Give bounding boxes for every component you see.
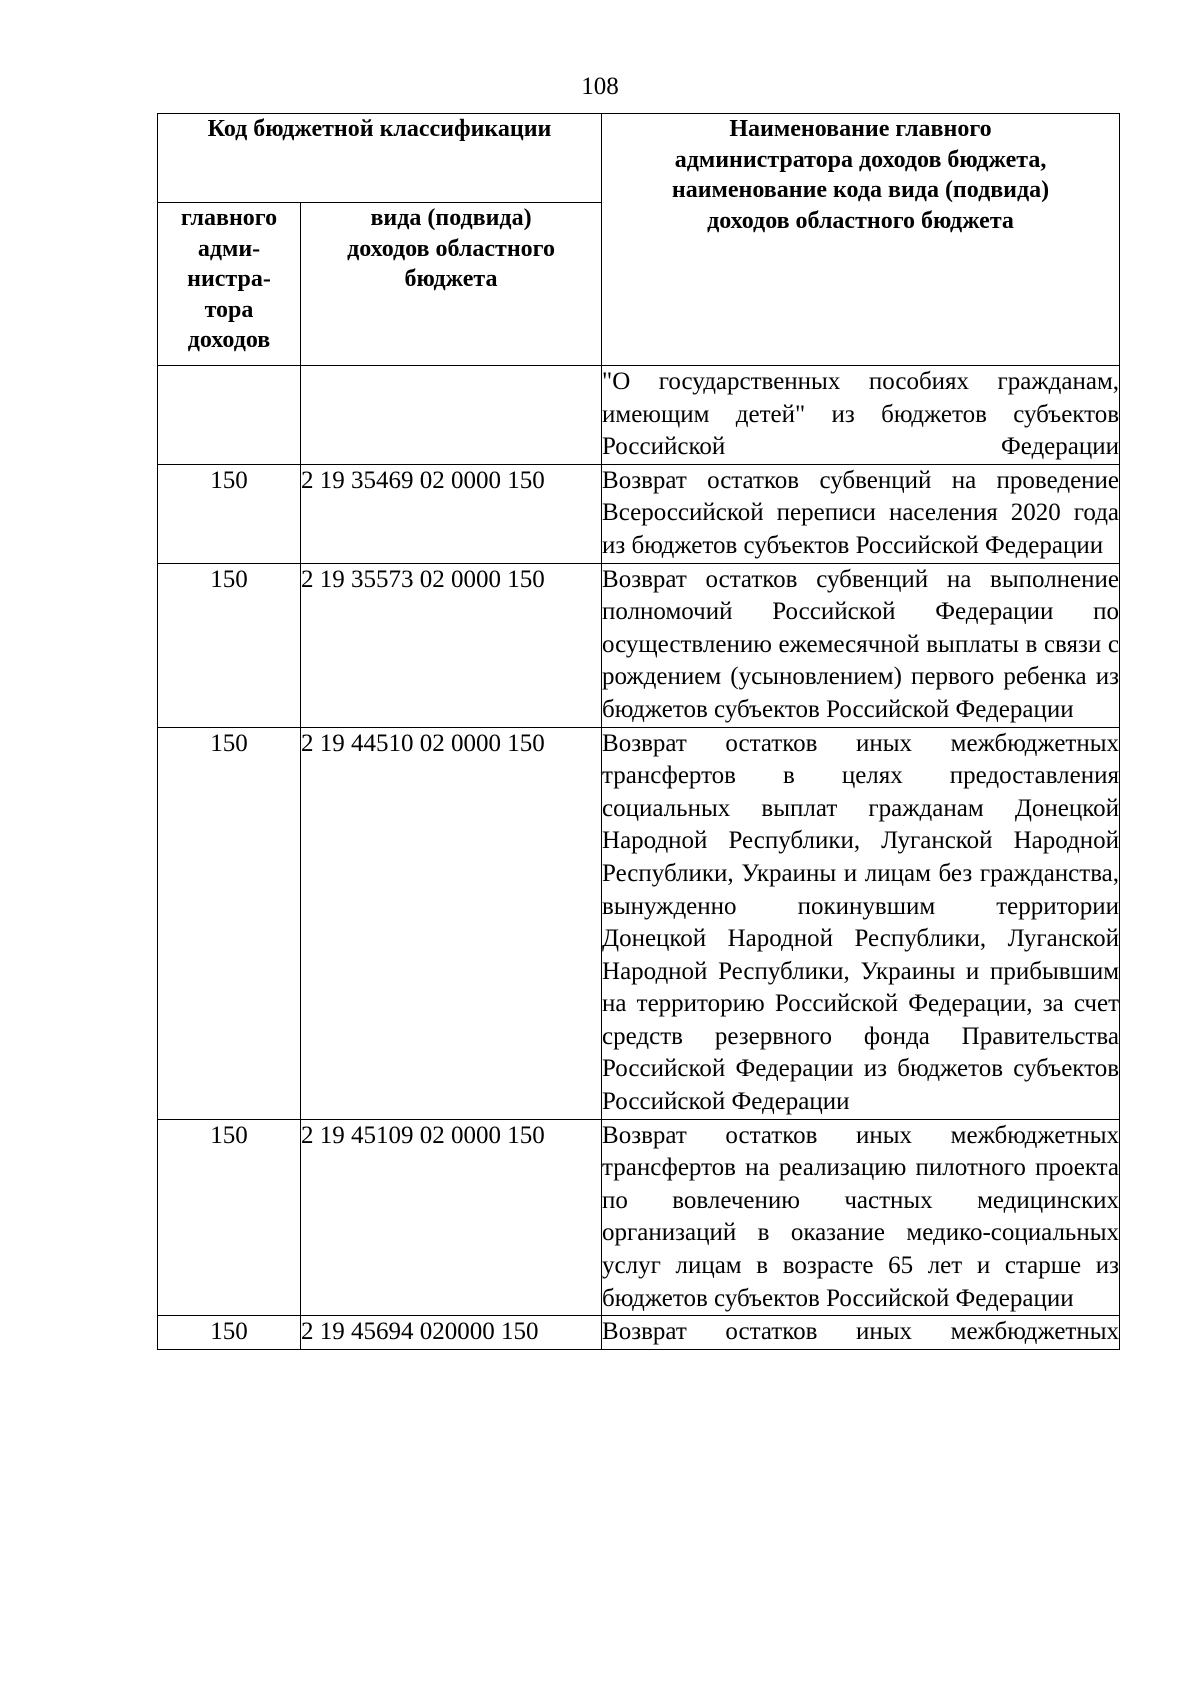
header-name-line: администратора доходов бюджета, bbox=[674, 146, 1047, 173]
header-admin-line: доходов bbox=[187, 327, 271, 353]
kind-code-cell: 2 19 35573 02 0000 150 bbox=[301, 563, 602, 727]
table-row bbox=[158, 366, 1120, 465]
header-kind-column bbox=[301, 203, 602, 366]
name-cell: Возврат остатков субвенций на проведение Всероссийской переписи населения 2020 года из бюджетов субъектов Российской Федерации bbox=[602, 464, 1120, 563]
table-row bbox=[158, 1119, 1120, 1316]
budget-classification-table bbox=[157, 113, 1120, 1350]
header-kind-line: доходов областного bbox=[347, 235, 555, 262]
name-cell: Возврат остатков субвенций на выполнение полномочий Российской Федерации по осуществлению ежемесячной выплаты в связи с рождением (усыновлением) первого ребенка из бюджетов субъектов Российской Федерации bbox=[602, 563, 1120, 727]
name-cell: "О государственных пособиях гражданам, имеющим детей" из бюджетов субъектов Российской Федерации bbox=[602, 366, 1120, 465]
kind-code-cell: 2 19 35469 02 0000 150 bbox=[301, 464, 602, 563]
admin-code-cell bbox=[158, 366, 301, 465]
admin-code-cell: 150 bbox=[158, 1316, 301, 1350]
table-row bbox=[158, 563, 1120, 727]
header-admin-line: главного bbox=[180, 205, 278, 231]
header-kind-line: бюджета bbox=[404, 266, 498, 292]
kind-code-cell: 2 19 45694 020000 150 bbox=[301, 1316, 602, 1350]
name-cell: Возврат остатков иных межбюджетных трансфертов на реализацию пилотного проекта по вовлечению частных медицинских организаций в оказание медико-социальных услуг лицам в возрасте 65 лет и старше из бюджетов субъектов Российской Федерации bbox=[602, 1119, 1120, 1316]
admin-code-cell: 150 bbox=[158, 563, 301, 727]
kind-code-cell bbox=[301, 366, 602, 465]
name-cell: Возврат остатков иных межбюджетных bbox=[602, 1316, 1120, 1350]
header-admin-line: нистра- bbox=[187, 266, 271, 292]
admin-code-cell: 150 bbox=[158, 1119, 301, 1316]
header-admin-line: тора bbox=[204, 296, 254, 323]
table-row bbox=[158, 464, 1120, 563]
header-admin-line: адми- bbox=[197, 235, 261, 262]
header-code-group: Код бюджетной классификации bbox=[158, 114, 602, 203]
table-row bbox=[158, 727, 1120, 1119]
admin-code-cell: 150 bbox=[158, 464, 301, 563]
admin-code-cell: 150 bbox=[158, 727, 301, 1119]
kind-code-cell: 2 19 44510 02 0000 150 bbox=[301, 727, 602, 1119]
header-kind-line: вида (подвида) bbox=[370, 205, 532, 231]
header-name-column bbox=[602, 114, 1120, 366]
name-cell: Возврат остатков иных межбюджетных трансфертов в целях предоставления социальных выплат гражданам Донецкой Народной Республики, Луганской Народной Республики, Украины и лицам без гражданства, вынужденно покинувшим территории Донецкой Народной Республики, Луганской Народной Республики, Украины и прибывшим на территорию Российской Федерации, за счет средств резервного фонда Правительства Российской Федерации из бюджетов субъектов Российской Федерации bbox=[602, 727, 1120, 1119]
header-admin-column bbox=[158, 203, 301, 366]
header-name-line: Наименование главного bbox=[729, 116, 992, 142]
header-name-line: наименование кода вида (подвида) bbox=[671, 177, 1050, 203]
header-name-line: доходов областного бюджета bbox=[707, 207, 1014, 234]
table-row bbox=[158, 1316, 1120, 1350]
header-row-1 bbox=[158, 114, 1120, 203]
kind-code-cell: 2 19 45109 02 0000 150 bbox=[301, 1119, 602, 1316]
page-number: 108 bbox=[581, 73, 619, 100]
